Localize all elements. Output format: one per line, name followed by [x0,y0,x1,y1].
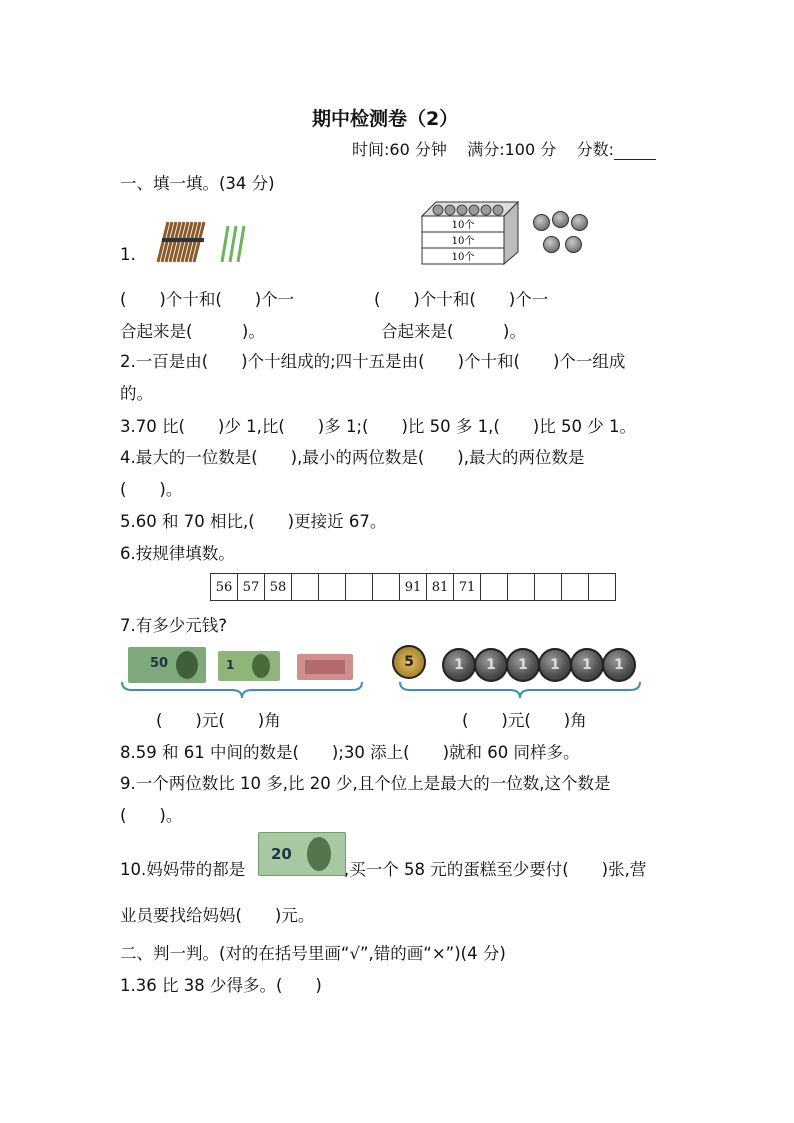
q10-before: 10.妈妈带的都是 [120,860,246,879]
section1-heading: 一、填一填。(34 分) [120,174,275,193]
banknote-50 [128,647,206,683]
sequence-cell: 71 [454,574,481,600]
note-1-value: 1 [226,658,235,672]
ball-box-image [418,200,520,266]
q7: 7.有多少元钱? [120,616,228,635]
section2-heading: 二、判一判。(对的在括号里画“√”,错的画“×”)(4 分) [120,944,506,963]
exam-meta [352,137,656,160]
q8: 8.59 和 61 中间的数是( );30 添上( )就和 60 同样多。 [120,743,580,762]
right-brace [398,680,642,700]
left-brace [120,680,364,700]
note-50-value: 50 [150,656,169,671]
sequence-grid [210,573,616,601]
banknote-20 [258,832,346,876]
q4-line1: 4.最大的一位数是( ),最小的两位数是( ),最大的两位数是 [120,448,585,467]
ball [565,236,582,253]
page-title: 期中检测卷（2） [312,108,459,130]
s2-q1: 1.36 比 38 少得多。( ) [120,976,322,995]
score-label: 分数: [576,140,614,159]
q10-after: ,买一个 58 元的蛋糕至少要付( )张,营 [344,860,647,879]
q1-left-line2: 合起来是( )。 [120,322,265,341]
sequence-cell[interactable] [373,574,400,600]
sequence-cell: 57 [238,574,265,600]
banknote-jiao [297,654,353,680]
box-label-1: 10个 [451,220,475,231]
q2-line1: 2.一百是由( )个十组成的;四十五是由( )个十和( )个一组成 [120,352,626,371]
coin-1-yuan: 1 [602,648,636,682]
sequence-cell[interactable] [562,574,589,600]
box-label-2: 10个 [451,236,475,247]
q2-line2: 的。 [120,384,153,403]
coin-1-yuan: 1 [442,648,476,682]
sequence-cell: 58 [265,574,292,600]
q1-right-line1: ( )个十和( )个一 [374,290,549,309]
ball [543,236,560,253]
q10-line2: 业员要找给妈妈( )元。 [120,906,315,925]
q6: 6.按规律填数。 [120,544,235,563]
ball [571,214,588,231]
sequence-cell[interactable] [589,574,615,600]
coin-1-yuan: 1 [506,648,540,682]
sequence-cell: 81 [427,574,454,600]
sequence-cell[interactable] [481,574,508,600]
score-blank[interactable] [614,143,656,160]
coin-5-jiao: 5 [392,645,426,679]
sequence-cell: 56 [211,574,238,600]
q1-right-line2: 合起来是( )。 [381,322,526,341]
sequence-cell[interactable] [319,574,346,600]
q4-line2: ( )。 [120,480,183,499]
time-limit: 时间:60 分钟 [352,140,447,159]
note-20-value: 20 [271,845,292,863]
ball [552,211,569,228]
coin-1-yuan: 1 [570,648,604,682]
sequence-cell: 91 [400,574,427,600]
stick-bundles-image [150,218,260,268]
ball [533,214,550,231]
full-score: 满分:100 分 [467,140,557,159]
q1-left-line1: ( )个十和( )个一 [120,290,295,309]
coin-1-yuan: 1 [538,648,572,682]
sequence-cell[interactable] [535,574,562,600]
q7-right-answer: ( )元( )角 [462,711,587,730]
q9-line2: ( )。 [120,806,183,825]
q1-number: 1. [120,245,136,264]
q9-line1: 9.一个两位数比 10 多,比 20 少,且个位上是最大的一位数,这个数是 [120,774,611,793]
coin-1-yuan: 1 [474,648,508,682]
sequence-cell[interactable] [508,574,535,600]
sequence-cell[interactable] [292,574,319,600]
sequence-cell[interactable] [346,574,373,600]
q3: 3.70 比( )少 1,比( )多 1;( )比 50 多 1,( )比 50 少 1。 [120,417,636,436]
banknote-1 [218,651,280,681]
single-sticks [222,226,244,262]
box-label-3: 10个 [451,252,475,263]
q5: 5.60 和 70 相比,( )更接近 67。 [120,512,387,531]
q7-left-answer: ( )元( )角 [156,711,281,730]
